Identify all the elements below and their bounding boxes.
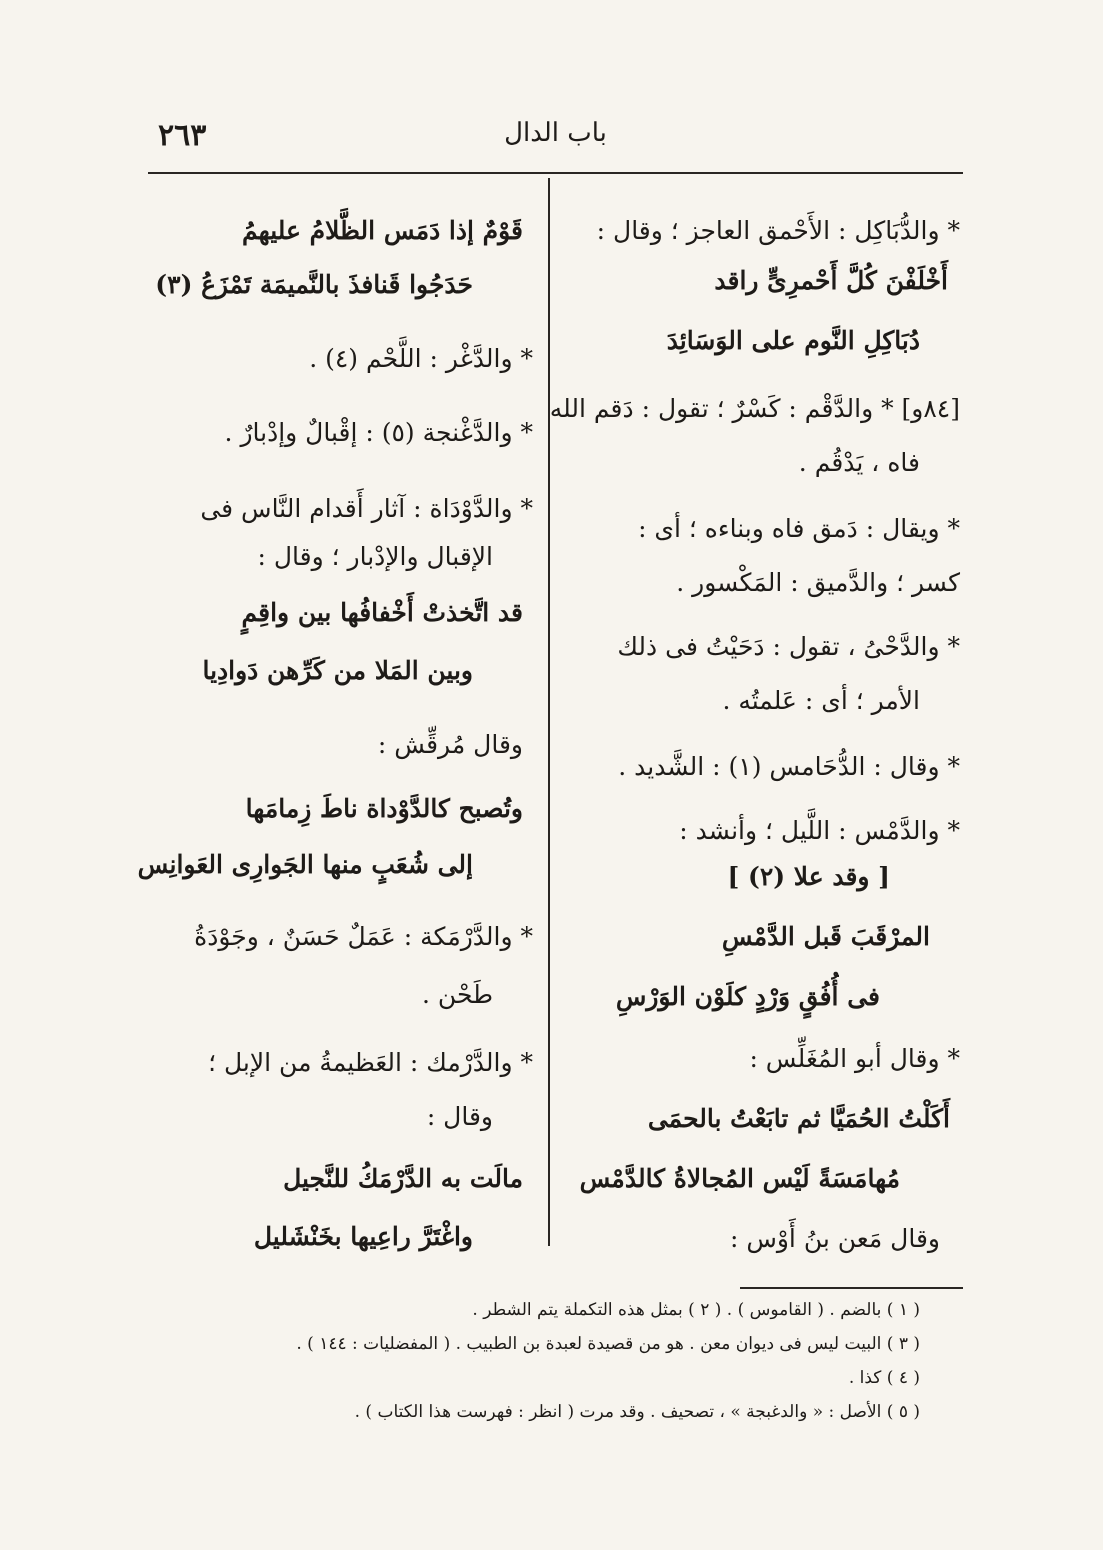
verse-line: وتُصبح كالدَّوْداة ناطَ زِمامَها	[245, 794, 523, 823]
footnote: ( ٣ ) البيت ليس فى ديوان معن . هو من قصيدة لعبدة بن الطبيب . ( المفضليات : ١٤٤ ) .	[296, 1334, 920, 1354]
text-line: الإقبال والإدْبار ؛ وقال :	[257, 542, 493, 571]
text-line: [٨٤و] * والدَّقْم : كَسْرٌ ؛ تقول : دَقم الله	[549, 394, 960, 423]
running-title: باب الدال	[504, 118, 607, 148]
verse-line: [ وقد علا (٢) ]	[727, 862, 890, 891]
page-number: ٢٦٣	[158, 118, 207, 153]
verse-line: مالَت به الدَّرْمَكُ للنَّجيل	[283, 1164, 523, 1193]
text-line: كسر ؛ والدَّميق : المَكْسور .	[676, 568, 960, 597]
verse-line: أَكَلْتُ الحُمَيَّا ثم تابَعْتُ بالحمَى	[647, 1104, 950, 1133]
text-line: * وقال : الدُّحَامس (١) : الشَّديد .	[618, 752, 960, 781]
page-header	[148, 118, 963, 168]
footnote: ( ١ ) بالضم . ( القاموس ) . ( ٢ ) بمثل هذه التكملة يتم الشطر .	[472, 1300, 920, 1320]
text-line: * والدَّحْىُ ، تقول : دَحَيْتُ فى ذلك	[617, 632, 960, 661]
text-line: الأمر ؛ أى : عَلمتُه .	[722, 686, 920, 715]
column-divider	[548, 178, 550, 1246]
verse-line: مُهامَسَةً لَيْس المُجالاةُ كالدَّمْس	[579, 1164, 900, 1193]
verse-line: وبين المَلا من كَرِّهن دَوادِيا	[202, 656, 473, 685]
text-line: * والدَّرْمَكة : عَمَلٌ حَسَنٌ ، وجَوْدَةُ	[194, 922, 533, 951]
text-line: * والدَّمْس : اللَّيل ؛ وأنشد :	[679, 816, 960, 845]
verse-line: أَخْلَفْنَ كُلَّ أَحْمرِىٍّ راقد	[714, 266, 948, 295]
text-line: وقال مَعن بنُ أَوْس :	[729, 1224, 940, 1253]
verse-line: حَدَجُوا قَنافذَ بالنَّميمَة تَمْزَعُ (٣)	[155, 270, 473, 299]
text-line: وقال مُرقِّش :	[377, 730, 523, 759]
text-line: وقال :	[426, 1102, 493, 1131]
footnote: ( ٤ ) كذا .	[848, 1368, 920, 1388]
text-line: فاه ، يَدْقُم .	[798, 448, 920, 477]
text-line: طَحْن .	[422, 980, 493, 1009]
verse-line: قَوْمٌ إذا دَمَس الظَّلامُ عليهمُ	[242, 216, 523, 245]
verse-line: دُبَاكِلِ النَّوم على الوَسَائِدَ	[666, 326, 920, 355]
text-line: * وقال أبو المُغَلِّس :	[749, 1044, 960, 1073]
verse-line: المرْقَبَ قَبل الدَّمْسِ	[721, 922, 930, 951]
text-line: * والدَّغْنجة (٥) : إقْبالٌ وإدْبارٌ .	[224, 418, 533, 447]
text-line: * والدَّغْر : اللَّحْم (٤) .	[309, 344, 533, 373]
text-line: * والدُّبَاكِل : الأَحْمق العاجز ؛ وقال :	[596, 216, 960, 245]
verse-line: قد اتَّخذتْ أَخْفافُها بين واقِمٍ	[241, 598, 523, 627]
verse-line: إلى شُعَبٍ منها الجَوارِى العَوانِس	[137, 850, 473, 879]
verse-line: فى أُفُقٍ وَرْدٍ كلَوْن الوَرْسِ	[615, 982, 880, 1011]
header-rule	[148, 172, 963, 174]
text-line: * ويقال : دَمق فاه وبناءه ؛ أى :	[638, 514, 960, 543]
footnote-rule	[740, 1287, 963, 1289]
footnote: ( ٥ ) الأصل : « والدغبجة » ، تصحيف . وقد مرت ( انظر : فهرست هذا الكتاب ) .	[354, 1402, 920, 1422]
text-line: * والدَّرْمك : العَظيمةُ من الإبل ؛	[208, 1048, 533, 1077]
verse-line: واغْتَرَّ راعِيها بخَنْشَليل	[253, 1222, 473, 1251]
text-line: * والدَّوْدَاة : آثار أَقدام النَّاس فى	[200, 494, 533, 523]
